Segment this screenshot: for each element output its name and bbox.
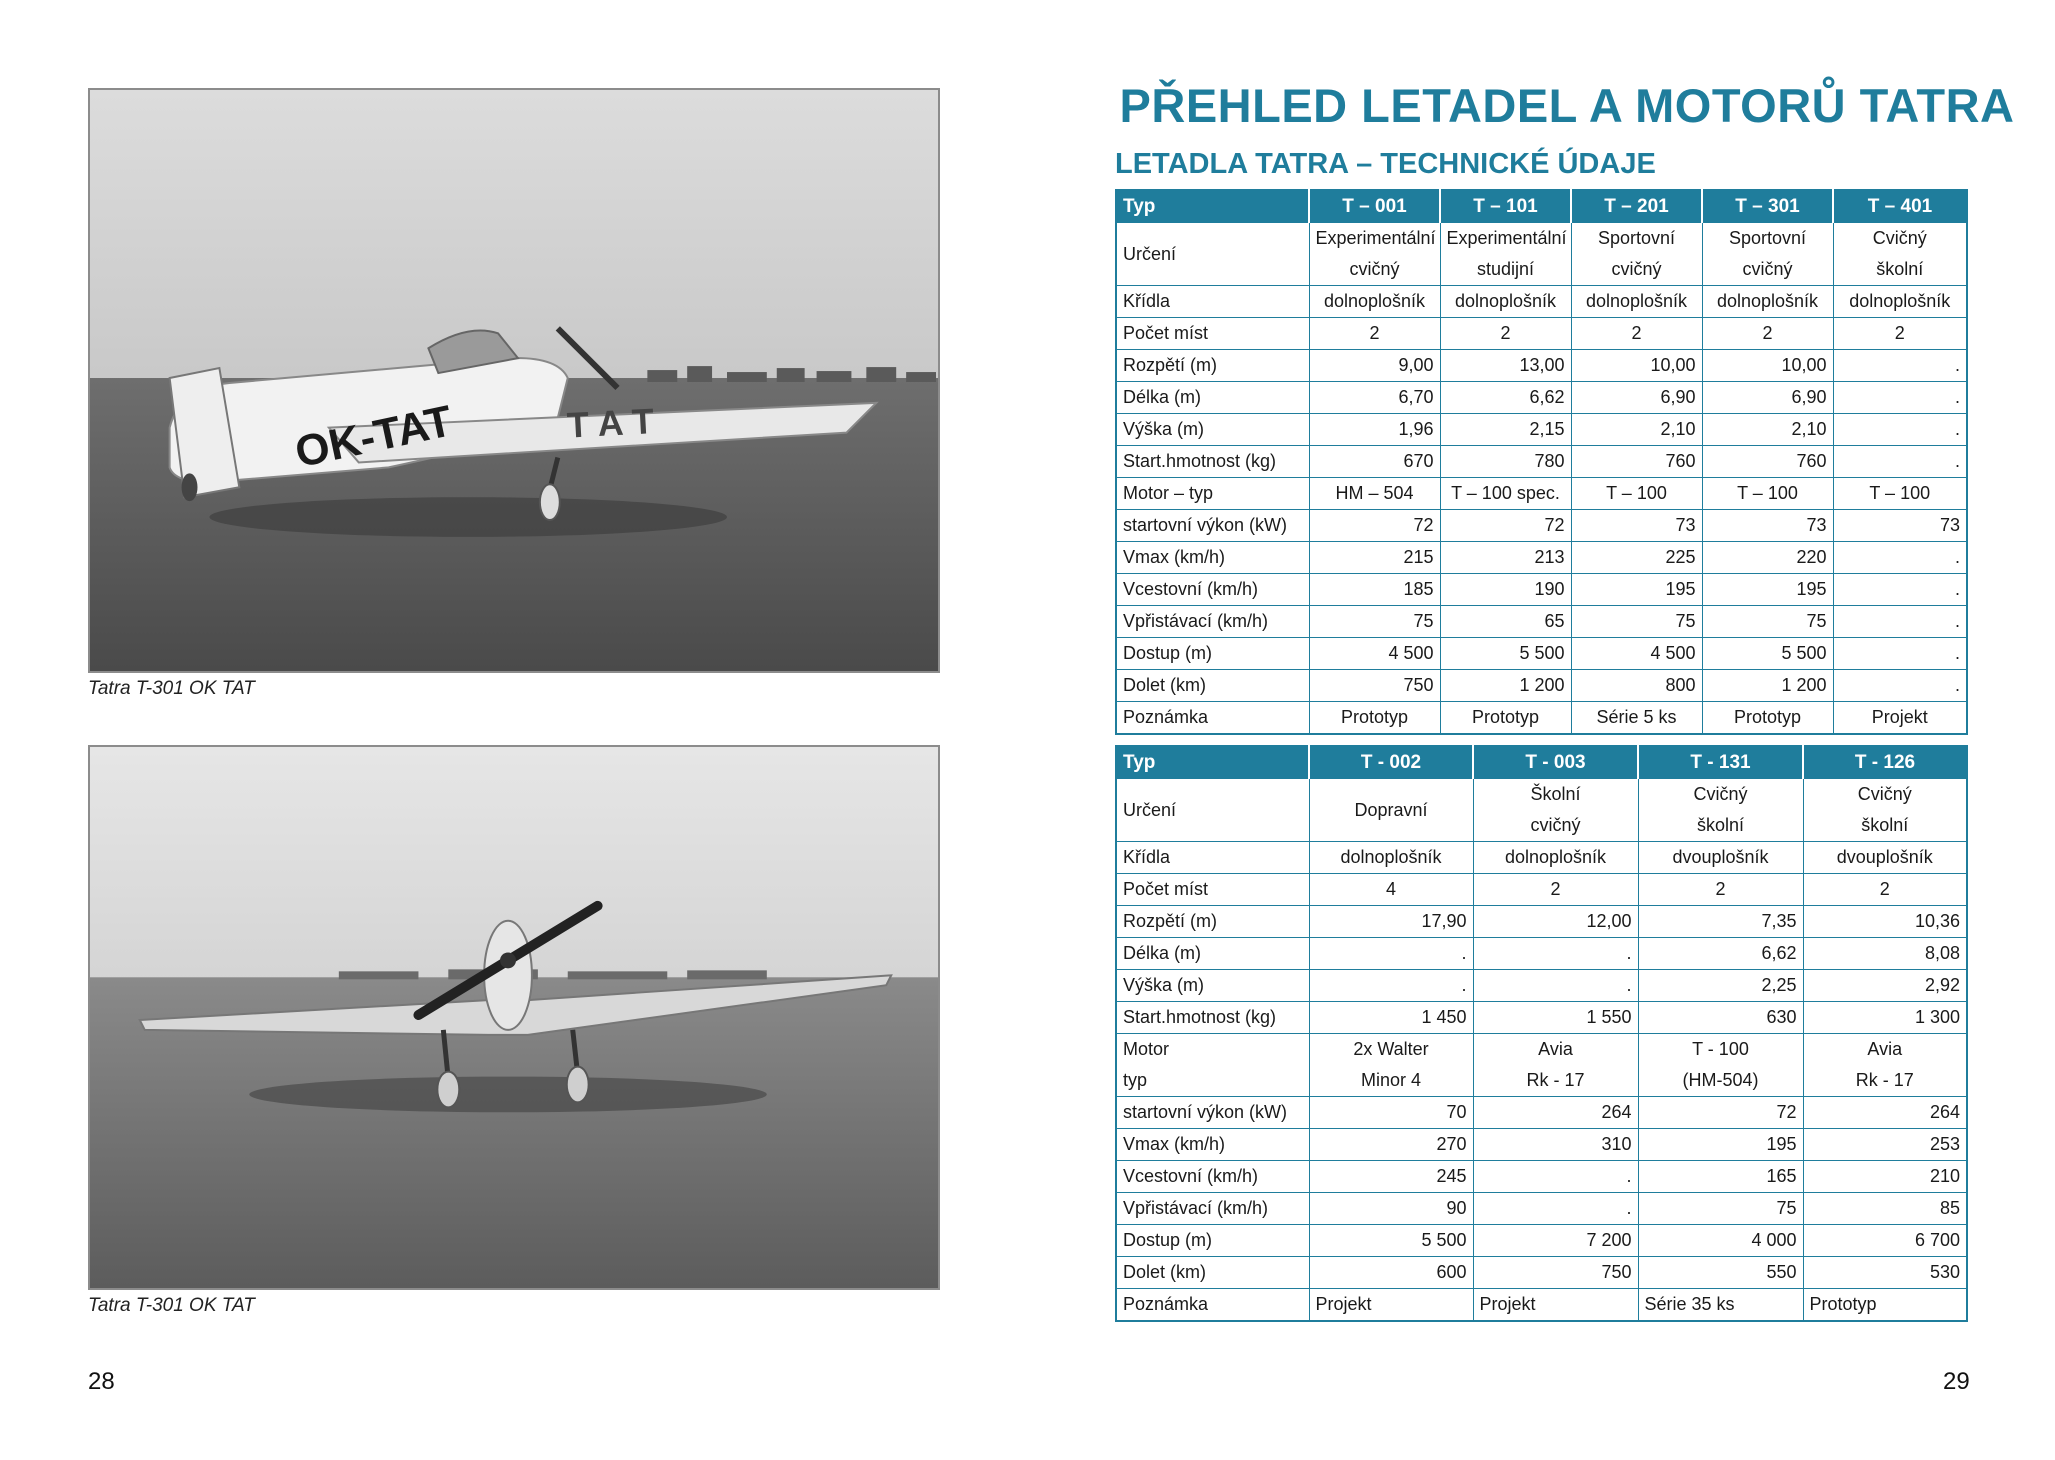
- table-row: [1116, 446, 1967, 478]
- table-row: [1116, 510, 1967, 542]
- table-row: [1116, 414, 1967, 446]
- photo-tatra-t301-side: [88, 88, 940, 673]
- table-cell: 670: [1309, 446, 1440, 478]
- row-label: Vmax (km/h): [1116, 542, 1309, 574]
- table-cell: 210: [1803, 1161, 1967, 1193]
- table-cell: .: [1833, 606, 1967, 638]
- table-cell: .: [1309, 970, 1473, 1002]
- row-label: Výška (m): [1116, 414, 1309, 446]
- table-cell: 264: [1473, 1097, 1638, 1129]
- row-label: Start.hmotnost (kg): [1116, 446, 1309, 478]
- table-cell: 73: [1833, 510, 1967, 542]
- table-cell: 4 500: [1571, 638, 1702, 670]
- table-cell: 75: [1309, 606, 1440, 638]
- table-cell: 90: [1309, 1193, 1473, 1225]
- table-cell: 1 200: [1440, 670, 1571, 702]
- table-cell: .: [1473, 1161, 1638, 1193]
- table-cell: .: [1833, 382, 1967, 414]
- table-cell: Sportovní cvičný: [1702, 223, 1833, 286]
- table-cell: .: [1833, 542, 1967, 574]
- table-row: [1116, 1289, 1967, 1322]
- table-cell: 800: [1571, 670, 1702, 702]
- table-cell: 75: [1638, 1193, 1803, 1225]
- table-cell: .: [1473, 970, 1638, 1002]
- row-label: Počet míst: [1116, 874, 1309, 906]
- table-cell: 10,36: [1803, 906, 1967, 938]
- table-row: [1116, 542, 1967, 574]
- row-label: Počet míst: [1116, 318, 1309, 350]
- table1-header-cell: T – 001: [1309, 190, 1440, 223]
- table-cell: 1,96: [1309, 414, 1440, 446]
- table-cell: 195: [1571, 574, 1702, 606]
- table-cell: 530: [1803, 1257, 1967, 1289]
- table2-row-urceni: [1116, 779, 1967, 842]
- photo1-caption: Tatra T-301 OK TAT: [88, 678, 255, 699]
- row-label: Dostup (m): [1116, 638, 1309, 670]
- table-cell: 600: [1309, 1257, 1473, 1289]
- table2-header-cell: T - 131: [1638, 746, 1803, 779]
- table-row: [1116, 1193, 1967, 1225]
- table-cell: 1 200: [1702, 670, 1833, 702]
- table-cell: 1 450: [1309, 1002, 1473, 1034]
- row-label: Délka (m): [1116, 938, 1309, 970]
- table-cell: dolnoplošník: [1702, 286, 1833, 318]
- table-cell: 245: [1309, 1161, 1473, 1193]
- table-cell: 5 500: [1309, 1225, 1473, 1257]
- airplane-front-photo: [90, 747, 938, 1288]
- row-label: Vmax (km/h): [1116, 1129, 1309, 1161]
- wing-marking: T A T: [566, 401, 655, 446]
- row-label: Poznámka: [1116, 702, 1309, 735]
- table-cell: Prototyp: [1440, 702, 1571, 735]
- table-cell: 10,00: [1702, 350, 1833, 382]
- table-cell: 9,00: [1309, 350, 1440, 382]
- table-row: [1116, 574, 1967, 606]
- table-cell: .: [1833, 638, 1967, 670]
- table-cell: 185: [1309, 574, 1440, 606]
- table-cell: 72: [1309, 510, 1440, 542]
- row-label: Start.hmotnost (kg): [1116, 1002, 1309, 1034]
- table-cell: Cvičný školní: [1638, 779, 1803, 842]
- table-cell: 264: [1803, 1097, 1967, 1129]
- table-cell: dolnoplošník: [1571, 286, 1702, 318]
- table-row: [1116, 606, 1967, 638]
- table-cell: 220: [1702, 542, 1833, 574]
- table-cell: 70: [1309, 1097, 1473, 1129]
- table-cell: 1 300: [1803, 1002, 1967, 1034]
- table2-header-cell: T - 002: [1309, 746, 1473, 779]
- spec-table-1: [1115, 189, 1968, 735]
- table-cell: Série 35 ks: [1638, 1289, 1803, 1322]
- table-cell: dvouplošník: [1638, 842, 1803, 874]
- table-cell: 270: [1309, 1129, 1473, 1161]
- table-cell: Cvičný školní: [1833, 223, 1967, 286]
- table-cell: dolnoplošník: [1440, 286, 1571, 318]
- table-cell: 195: [1702, 574, 1833, 606]
- table-row: [1116, 478, 1967, 510]
- row-label: Rozpětí (m): [1116, 350, 1309, 382]
- table-cell: 2x Walter Minor 4: [1309, 1034, 1473, 1097]
- table-cell: T - 100 (HM-504): [1638, 1034, 1803, 1097]
- page-number-right: 29: [1943, 1368, 1970, 1395]
- table-cell: Prototyp: [1702, 702, 1833, 735]
- row-label: Motor typ: [1116, 1034, 1309, 1097]
- table-cell: 760: [1571, 446, 1702, 478]
- table-cell: 2,25: [1638, 970, 1803, 1002]
- table-cell: 215: [1309, 542, 1440, 574]
- table-cell: 5 500: [1440, 638, 1571, 670]
- table-cell: 195: [1638, 1129, 1803, 1161]
- table-cell: 190: [1440, 574, 1571, 606]
- table-row: [1116, 842, 1967, 874]
- row-label: Určení: [1116, 223, 1309, 286]
- table-cell: 7 200: [1473, 1225, 1638, 1257]
- table-cell: 5 500: [1702, 638, 1833, 670]
- table-cell: 253: [1803, 1129, 1967, 1161]
- table2-header-cell: T - 003: [1473, 746, 1638, 779]
- table-row: [1116, 874, 1967, 906]
- table-row: [1116, 350, 1967, 382]
- airplane-side-photo: [90, 90, 938, 671]
- table2-header-cell: T - 126: [1803, 746, 1967, 779]
- row-label: Rozpětí (m): [1116, 906, 1309, 938]
- table-cell: 750: [1473, 1257, 1638, 1289]
- page-number-left: 28: [88, 1368, 115, 1395]
- table-cell: 73: [1702, 510, 1833, 542]
- photo2-caption: Tatra T-301 OK TAT: [88, 1295, 255, 1316]
- table-cell: 2: [1473, 874, 1638, 906]
- table-cell: 2,92: [1803, 970, 1967, 1002]
- table-row: [1116, 638, 1967, 670]
- table1-row-urceni: [1116, 223, 1967, 286]
- table-cell: Prototyp: [1309, 702, 1440, 735]
- table-cell: 6,62: [1440, 382, 1571, 414]
- table-cell: .: [1309, 938, 1473, 970]
- table-cell: dvouplošník: [1803, 842, 1967, 874]
- row-label: Určení: [1116, 779, 1309, 842]
- table1-header-cell: T – 201: [1571, 190, 1702, 223]
- aircraft-registration: OK-TAT: [290, 396, 457, 478]
- table-row: [1116, 286, 1967, 318]
- table-cell: 2,15: [1440, 414, 1571, 446]
- table-cell: dolnoplošník: [1833, 286, 1967, 318]
- table2-header-row: [1116, 746, 1967, 779]
- table-cell: Projekt: [1473, 1289, 1638, 1322]
- table-cell: Školní cvičný: [1473, 779, 1638, 842]
- table-cell: T – 100: [1833, 478, 1967, 510]
- table-row: [1116, 1002, 1967, 1034]
- table-cell: HM – 504: [1309, 478, 1440, 510]
- table-cell: 630: [1638, 1002, 1803, 1034]
- table-cell: 6,90: [1702, 382, 1833, 414]
- table-cell: 760: [1702, 446, 1833, 478]
- table-cell: Experimentální studijní: [1440, 223, 1571, 286]
- table-cell: T – 100: [1702, 478, 1833, 510]
- table-cell: dolnoplošník: [1473, 842, 1638, 874]
- row-label: Vcestovní (km/h): [1116, 1161, 1309, 1193]
- table-cell: 85: [1803, 1193, 1967, 1225]
- table-row: [1116, 1129, 1967, 1161]
- table-cell: Experimentální cvičný: [1309, 223, 1440, 286]
- table2-header-cell: Typ: [1116, 746, 1309, 779]
- table-cell: 213: [1440, 542, 1571, 574]
- table-cell: Avia Rk - 17: [1803, 1034, 1967, 1097]
- table-cell: 7,35: [1638, 906, 1803, 938]
- table1-header-cell: Typ: [1116, 190, 1309, 223]
- table-cell: 65: [1440, 606, 1571, 638]
- table-row: [1116, 318, 1967, 350]
- table-cell: 2: [1309, 318, 1440, 350]
- table-cell: 2,10: [1571, 414, 1702, 446]
- table-cell: 4: [1309, 874, 1473, 906]
- table1-header-cell: T – 301: [1702, 190, 1833, 223]
- table-cell: 2: [1440, 318, 1571, 350]
- row-label: Vpřistávací (km/h): [1116, 1193, 1309, 1225]
- table-cell: 10,00: [1571, 350, 1702, 382]
- table-row: [1116, 702, 1967, 735]
- row-label: startovní výkon (kW): [1116, 510, 1309, 542]
- table-cell: 72: [1638, 1097, 1803, 1129]
- row-label: Vcestovní (km/h): [1116, 574, 1309, 606]
- row-label: Poznámka: [1116, 1289, 1309, 1322]
- table-cell: 73: [1571, 510, 1702, 542]
- spec-table-2: [1115, 745, 1968, 1322]
- table-cell: 12,00: [1473, 906, 1638, 938]
- table-cell: Avia Rk - 17: [1473, 1034, 1638, 1097]
- table-cell: 2,10: [1702, 414, 1833, 446]
- row-label: Křídla: [1116, 286, 1309, 318]
- table-cell: .: [1833, 670, 1967, 702]
- page-title: PŘEHLED LETADEL A MOTORŮ TATRA: [1119, 79, 2015, 132]
- table-cell: Projekt: [1309, 1289, 1473, 1322]
- table-cell: 75: [1702, 606, 1833, 638]
- table-cell: 2: [1571, 318, 1702, 350]
- table-cell: .: [1473, 938, 1638, 970]
- row-label: Dolet (km): [1116, 1257, 1309, 1289]
- table-cell: 780: [1440, 446, 1571, 478]
- table-cell: 310: [1473, 1129, 1638, 1161]
- table-cell: T – 100 spec.: [1440, 478, 1571, 510]
- row-label: Motor – typ: [1116, 478, 1309, 510]
- row-label: startovní výkon (kW): [1116, 1097, 1309, 1129]
- table-cell: 6 700: [1803, 1225, 1967, 1257]
- table-cell: Cvičný školní: [1803, 779, 1967, 842]
- table-cell: 2: [1638, 874, 1803, 906]
- row-label: Vpřistávací (km/h): [1116, 606, 1309, 638]
- table-cell: .: [1833, 574, 1967, 606]
- photo-tatra-t301-front: [88, 745, 940, 1290]
- section-subtitle: LETADLA TATRA – TECHNICKÉ ÚDAJE: [1115, 148, 1656, 180]
- table-row: [1116, 382, 1967, 414]
- table-cell: .: [1833, 414, 1967, 446]
- table-row: [1116, 970, 1967, 1002]
- table-cell: 6,62: [1638, 938, 1803, 970]
- table1-header-cell: T – 101: [1440, 190, 1571, 223]
- table-cell: 72: [1440, 510, 1571, 542]
- table-row: [1116, 670, 1967, 702]
- table-cell: 165: [1638, 1161, 1803, 1193]
- table-cell: .: [1473, 1193, 1638, 1225]
- table-cell: 225: [1571, 542, 1702, 574]
- table-cell: 2: [1833, 318, 1967, 350]
- table-cell: T – 100: [1571, 478, 1702, 510]
- table-cell: 1 550: [1473, 1002, 1638, 1034]
- table2-row-motor: [1116, 1034, 1967, 1097]
- table-cell: 4 000: [1638, 1225, 1803, 1257]
- table-row: [1116, 1257, 1967, 1289]
- table-cell: 13,00: [1440, 350, 1571, 382]
- table-cell: Sportovní cvičný: [1571, 223, 1702, 286]
- table-cell: dolnoplošník: [1309, 286, 1440, 318]
- table-cell: Projekt: [1833, 702, 1967, 735]
- table-cell: dolnoplošník: [1309, 842, 1473, 874]
- table1-header-cell: T – 401: [1833, 190, 1967, 223]
- table-cell: 8,08: [1803, 938, 1967, 970]
- table-cell: .: [1833, 350, 1967, 382]
- table1-header-row: [1116, 190, 1967, 223]
- table-cell: 2: [1803, 874, 1967, 906]
- table-row: [1116, 1225, 1967, 1257]
- table-cell: 2: [1702, 318, 1833, 350]
- row-label: Dostup (m): [1116, 1225, 1309, 1257]
- table-cell: 4 500: [1309, 638, 1440, 670]
- table-cell: 550: [1638, 1257, 1803, 1289]
- table-cell: 750: [1309, 670, 1440, 702]
- table-cell: 6,70: [1309, 382, 1440, 414]
- table-row: [1116, 938, 1967, 970]
- row-label: Výška (m): [1116, 970, 1309, 1002]
- table-row: [1116, 1161, 1967, 1193]
- table-cell: 75: [1571, 606, 1702, 638]
- table-row: [1116, 1097, 1967, 1129]
- table-cell: 6,90: [1571, 382, 1702, 414]
- row-label: Délka (m): [1116, 382, 1309, 414]
- table-cell: Série 5 ks: [1571, 702, 1702, 735]
- table-cell: Dopravní: [1309, 779, 1473, 842]
- table-cell: 17,90: [1309, 906, 1473, 938]
- row-label: Křídla: [1116, 842, 1309, 874]
- table-cell: .: [1833, 446, 1967, 478]
- table-row: [1116, 906, 1967, 938]
- row-label: Dolet (km): [1116, 670, 1309, 702]
- table-cell: Prototyp: [1803, 1289, 1967, 1322]
